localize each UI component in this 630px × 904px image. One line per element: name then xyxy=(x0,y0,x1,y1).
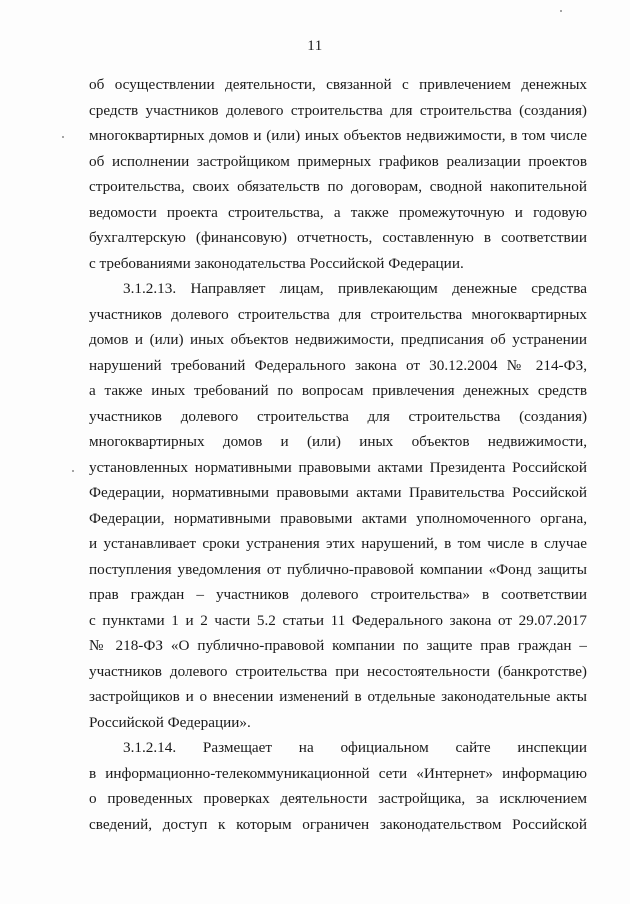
text-line: сведений, доступ к которым ограничен законодательством Российской xyxy=(89,815,587,833)
text-line: с пунктами 1 и 2 части 5.2 статьи 11 Федерального закона от 29.07.2017 xyxy=(89,611,587,629)
scan-speck xyxy=(72,470,74,472)
text-line: а также иных требований по вопросам привлечения денежных средств xyxy=(89,382,587,399)
text-line: многоквартирных домов и (или) иных объектов недвижимости, xyxy=(89,433,587,450)
text-line: установленных нормативными правовыми актами Президента Российской xyxy=(89,458,587,476)
text-line: участников долевого строительства при несостоятельности (банкротстве) xyxy=(89,662,587,680)
paragraph-3-1-2-14 xyxy=(89,735,587,837)
scan-speck xyxy=(62,136,64,138)
text-line: об осуществлении деятельности, связанной с привлечением денежных xyxy=(89,76,587,93)
text-line: нарушений требований Федерального закона от 30.12.2004 № 214-ФЗ, xyxy=(89,356,587,374)
text-line: о проведенных проверках деятельности застройщика, за исключением xyxy=(89,790,587,807)
text-line: многоквартирных домов и (или) иных объектов недвижимости, в том числе xyxy=(89,127,587,144)
text-line: 3.1.2.14. Размещает на официальном сайте инспекции xyxy=(123,739,587,756)
text-line: ведомости проекта строительства, а также промежуточную и годовую xyxy=(89,203,587,221)
text-line: с требованиями законодательства Российской Федерации. xyxy=(89,254,464,272)
text-line: в информационно-телекоммуникационной сети «Интернет» информацию xyxy=(89,764,587,782)
text-line: домов и (или) иных объектов недвижимости, предписания об устранении xyxy=(89,331,587,348)
text-line: 3.1.2.13. Направляет лицам, привлекающим денежные средства xyxy=(123,280,587,297)
text-line: и устанавливает сроки устранения этих нарушений, в том числе в случае xyxy=(89,535,587,552)
text-line: застройщиков и о внесении изменений в отдельные законодательные акты xyxy=(89,688,587,705)
text-line: Российской Федерации». xyxy=(89,713,251,731)
text-line: участников долевого строительства для строительства многоквартирных xyxy=(89,305,587,323)
page-number: 11 xyxy=(307,38,323,54)
text-line: поступления уведомления от публично-правовой компании «Фонд защиты xyxy=(89,560,587,578)
text-line: Федерации, нормативными правовыми актами Правительства Российской xyxy=(89,484,587,501)
text-line: № 218-ФЗ «О публично-правовой компании по защите прав граждан – xyxy=(89,637,587,654)
text-line: бухгалтерскую (финансовую) отчетность, составленную в соответствии xyxy=(89,229,587,246)
text-line: прав граждан – участников долевого строительства» в соответствии xyxy=(89,586,587,603)
text-line: об исполнении застройщиком примерных графиков реализации проектов xyxy=(89,152,587,170)
paragraph-3-1-2-13 xyxy=(89,276,587,735)
text-line: строительства, своих обязательств по договорам, сводной накопительной xyxy=(89,178,587,195)
text-line: средств участников долевого строительства для строительства (создания) xyxy=(89,101,587,119)
paragraph-continuation xyxy=(89,72,587,276)
scan-speck xyxy=(560,10,562,12)
text-line: Федерации, нормативными правовыми актами уполномоченного органа, xyxy=(89,509,587,527)
text-line: участников долевого строительства для строительства (создания) xyxy=(89,407,587,425)
